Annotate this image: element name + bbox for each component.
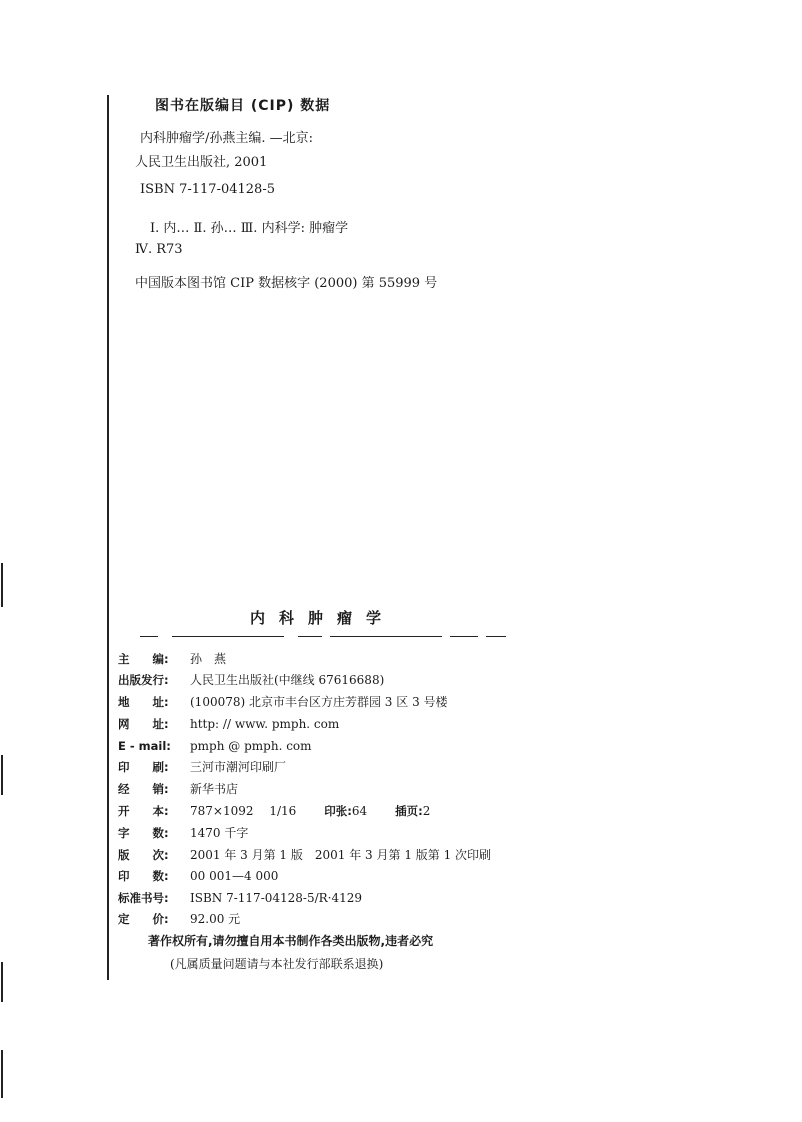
colophon-editor [118,649,226,669]
colophon-value: pmph @ pmph. com [190,739,312,753]
colophon-label: 出版发行: [118,673,169,687]
colophon-label: 标准书号: [118,891,169,905]
cip-record-number: 中国版本图书馆 CIP 数据核字 (2000) 第 55999 号 [135,276,438,291]
colophon-price [118,909,240,929]
copyright-notice: 著作权所有,请勿擅自用本书制作各类出版物,违者必究 [148,934,434,948]
title-rule-segment [450,636,478,637]
edge-mark [1,755,3,795]
cip-class-number: Ⅳ. R73 [135,242,183,257]
colophon-address [118,692,448,712]
colophon-value: 孙 燕 [190,652,227,666]
colophon-standard-number [118,888,362,908]
colophon-label: 地 址: [118,695,169,709]
sheets-value: 64 [351,804,368,818]
edge-mark [1,563,3,607]
colophon-label: 定 价: [118,912,169,926]
edge-mark [1,1050,3,1098]
colophon-word-count [118,823,248,843]
plates-label: 插页: [395,804,423,818]
cip-heading: 图书在版编目 (CIP) 数据 [155,98,331,114]
colophon-label: 版 次: [118,848,169,862]
colophon-label: 开 本: [118,804,169,818]
colophon-format [118,801,430,821]
colophon-value: http: // www. pmph. com [190,717,340,731]
colophon-label: E - mail: [118,739,171,753]
return-notice: (凡属质量问题请与本社发行部联系退换) [170,957,384,971]
title-rule-segment [298,636,322,637]
edge-mark [1,962,3,1002]
colophon-value: (100078) 北京市丰台区方庄芳群园 3 区 3 号楼 [190,695,448,709]
colophon-printer [118,757,286,777]
title-rule-segment [486,636,506,637]
colophon-value: 三河市潮河印刷厂 [190,760,287,774]
colophon-label: 主 编: [118,652,169,666]
colophon-label: 经 销: [118,782,169,796]
colophon-publisher [118,670,384,690]
cip-isbn: ISBN 7-117-04128-5 [140,182,275,197]
colophon-value: 人民卫生出版社(中继线 67616688) [190,673,385,687]
colophon-edition [118,845,491,865]
cip-subjects: Ⅰ. 内… Ⅱ. 孙… Ⅲ. 内科学: 肿瘤学 [150,221,349,236]
colophon-value: 2001 年 3 月第 1 版 2001 年 3 月第 1 版第 1 次印刷 [190,848,492,862]
colophon-website [118,714,339,734]
cip-line-1: 内科肿瘤学/孙燕主编. —北京: [140,131,314,146]
colophon-value: 92.00 元 [190,912,241,926]
colophon-value: ISBN 7-117-04128-5/R·4129 [190,891,363,905]
colophon-value: 00 001—4 000 [190,869,279,883]
colophon-value: 新华书店 [190,782,239,796]
title-rule-segment [330,636,442,637]
colophon-print-run [118,866,278,886]
colophon-value: 1470 千字 [190,826,249,840]
colophon-label: 印 刷: [118,760,169,774]
cip-line-2: 人民卫生出版社, 2001 [135,155,268,170]
title-rule-segment [172,636,284,637]
colophon-email [118,736,312,756]
plates-value: 2 [422,804,431,818]
sheets-label: 印张: [324,804,352,818]
colophon-value: 787×1092 1/16 [190,804,297,818]
colophon-label: 印 数: [118,869,169,883]
colophon-label: 字 数: [118,826,169,840]
book-title: 内科肿瘤学 [250,609,396,627]
colophon-label: 网 址: [118,717,169,731]
colophon-distributor [118,779,238,799]
margin-rule [107,95,109,980]
title-rule-segment [140,636,158,637]
